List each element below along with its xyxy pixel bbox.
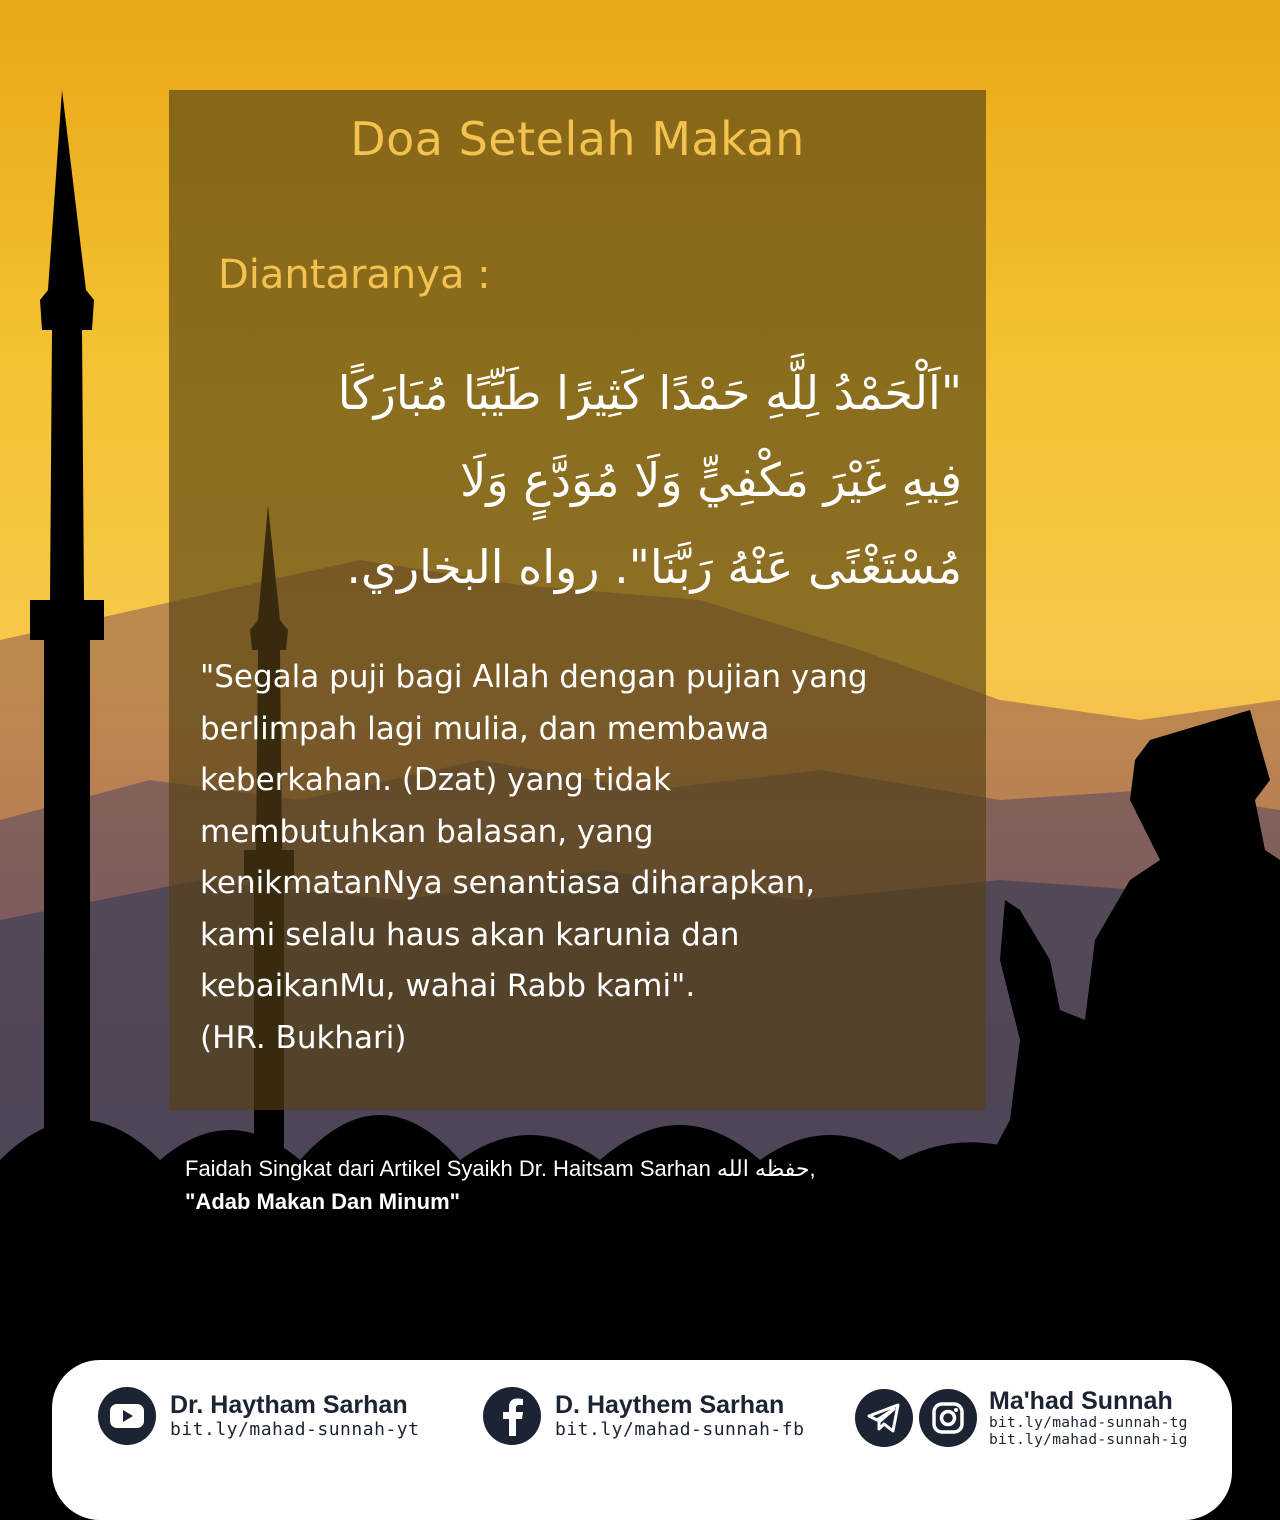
translation-line: keberkahan. (Dzat) yang tidak <box>200 762 672 798</box>
translation-line: membutuhkan balasan, yang <box>200 813 654 850</box>
telegram-link[interactable]: bit.ly/mahad-sunnah-tg <box>989 1415 1188 1431</box>
subtitle: Diantaranya : <box>218 252 491 298</box>
article-title: "Adab Makan Dan Minum" <box>185 1189 461 1214</box>
facebook-page[interactable] <box>483 1387 804 1445</box>
youtube-icon <box>98 1387 156 1445</box>
translation-line: (HR. Bukhari) <box>200 1019 407 1056</box>
arabic-line: مُسْتَغْنًى عَنْهُ رَبَّنَا". رواه البخاري. <box>346 540 962 594</box>
arabic-prayer <box>200 350 962 611</box>
mahad-name: Ma'had Sunnah <box>989 1387 1173 1415</box>
arabic-line: فِيهِ غَيْرَ مَكْفِيٍّ وَلَا مُوَدَّعٍ وَلَا <box>460 453 962 507</box>
youtube-channel[interactable] <box>98 1387 419 1445</box>
instagram-icon <box>919 1389 977 1447</box>
translation-line: kenikmatanNya senantiasa diharapkan, <box>200 865 816 901</box>
translation-line: kami selalu haus akan karunia dan <box>200 916 740 953</box>
translation-line: berlimpah lagi mulia, dan membawa <box>200 710 770 747</box>
translation-text <box>200 652 960 1064</box>
arabic-line: "اَلْحَمْدُ لِلَّهِ حَمْدًا كَثِيرًا طَيِّبًا مُبَارَكًا <box>337 366 962 420</box>
facebook-name: D. Haythem Sarhan <box>555 1391 785 1419</box>
source-note-line: Faidah Singkat dari Artikel Syaikh Dr. Haitsam Sarhan حفظه الله, <box>185 1156 816 1181</box>
facebook-link[interactable]: bit.ly/mahad-sunnah-fb <box>555 1419 805 1440</box>
youtube-name: Dr. Haytham Sarhan <box>170 1391 408 1419</box>
page-title: Doa Setelah Makan <box>350 112 805 166</box>
instagram-link[interactable]: bit.ly/mahad-sunnah-ig <box>989 1432 1188 1448</box>
facebook-icon <box>483 1387 541 1445</box>
telegram-icon <box>855 1389 913 1447</box>
translation-line: "Segala puji bagi Allah dengan pujian yang <box>200 659 868 695</box>
translation-line: kebaikanMu, wahai Rabb kami". <box>200 968 696 1004</box>
youtube-link[interactable]: bit.ly/mahad-sunnah-yt <box>170 1419 420 1440</box>
mahad-sunnah-channels[interactable] <box>855 1387 1188 1449</box>
source-note <box>185 1152 985 1218</box>
